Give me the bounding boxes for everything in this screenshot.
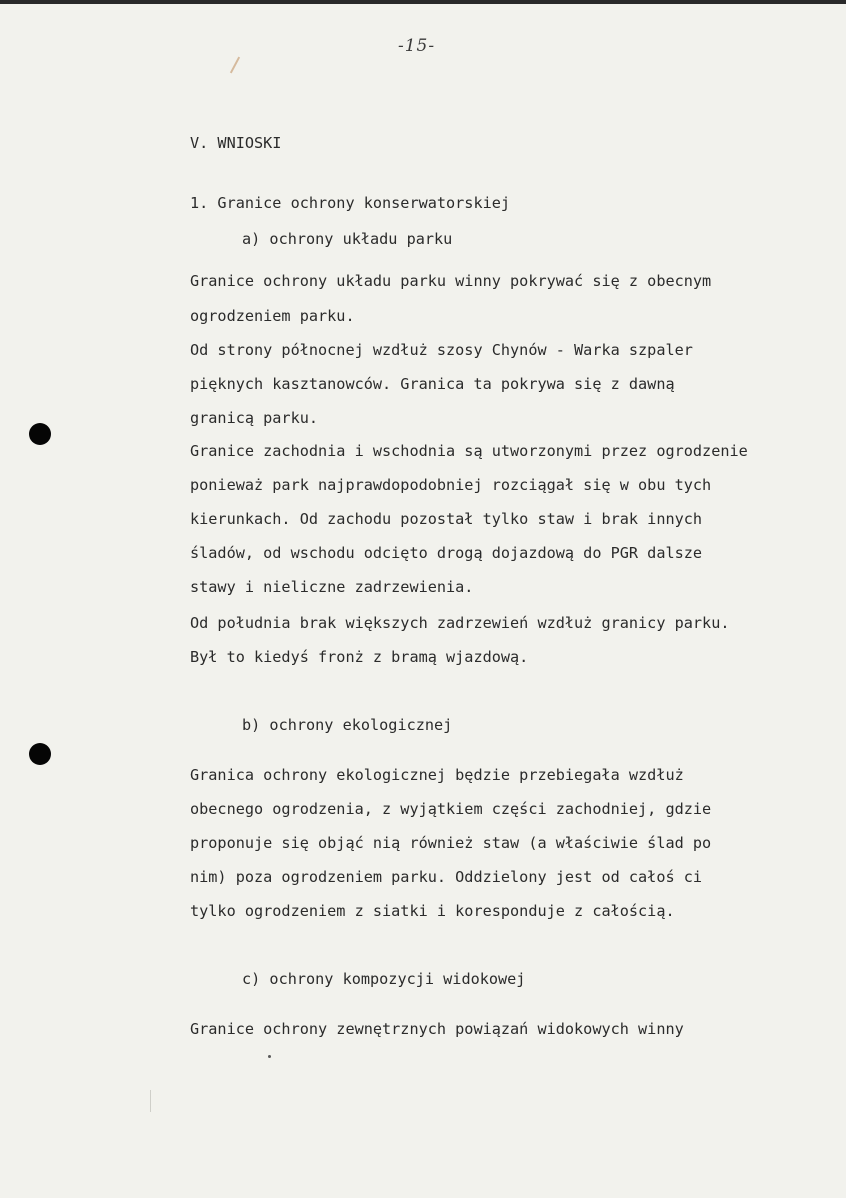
text-line: nim) poza ogrodzeniem parku. Oddzielony jest od całoś ci (190, 868, 703, 886)
item-heading: a) ochrony układu parku (242, 230, 453, 248)
text-line: Granica ochrony ekologicznej będzie przebiegała wzdłuż (190, 766, 684, 784)
section-heading: V. WNIOSKI (190, 134, 282, 152)
ink-speck (268, 1055, 271, 1058)
binder-hole (29, 423, 51, 445)
subsection-heading: 1. Granice ochrony konserwatorskiej (190, 194, 511, 212)
text-line: kierunkach. Od zachodu pozostał tylko staw i brak innych (190, 510, 703, 528)
text-line: Od południa brak większych zadrzewień wzdłuż granicy parku. (190, 614, 730, 632)
item-heading: b) ochrony ekologicznej (242, 716, 453, 734)
text-line: obecnego ogrodzenia, z wyjątkiem części zachodniej, gdzie (190, 800, 712, 818)
text-line: stawy i nieliczne zadrzewienia. (190, 578, 474, 596)
text-line: Był to kiedyś fronż z bramą wjazdową. (190, 648, 529, 666)
text-line: Granice zachodnia i wschodnia są utworzonymi przez ogrodzenie (190, 442, 748, 460)
page-number: -15- (398, 36, 436, 56)
item-heading: c) ochrony kompozycji widokowej (242, 970, 526, 988)
text-line: ogrodzeniem parku. (190, 307, 355, 325)
text-line: granicą parku. (190, 409, 319, 427)
text-line: tylko ogrodzeniem z siatki i koresponduje z całością. (190, 902, 675, 920)
scan-top-edge (0, 0, 846, 4)
text-line: Granice ochrony układu parku winny pokrywać się z obecnym (190, 272, 712, 290)
pen-mark (230, 57, 240, 74)
binder-hole (29, 743, 51, 765)
text-line: Granice ochrony zewnętrznych powiązań widokowych winny (190, 1020, 684, 1038)
text-line: Od strony północnej wzdłuż szosy Chynów - Warka szpaler (190, 341, 693, 359)
text-line: proponuje się objąć nią również staw (a właściwie ślad po (190, 834, 712, 852)
paper-mark (150, 1090, 151, 1112)
text-line: śladów, od wschodu odcięto drogą dojazdową do PGR dalsze (190, 544, 703, 562)
text-line: pięknych kasztanowców. Granica ta pokrywa się z dawną (190, 375, 675, 393)
text-line: ponieważ park najprawdopodobniej rozciągał się w obu tych (190, 476, 712, 494)
